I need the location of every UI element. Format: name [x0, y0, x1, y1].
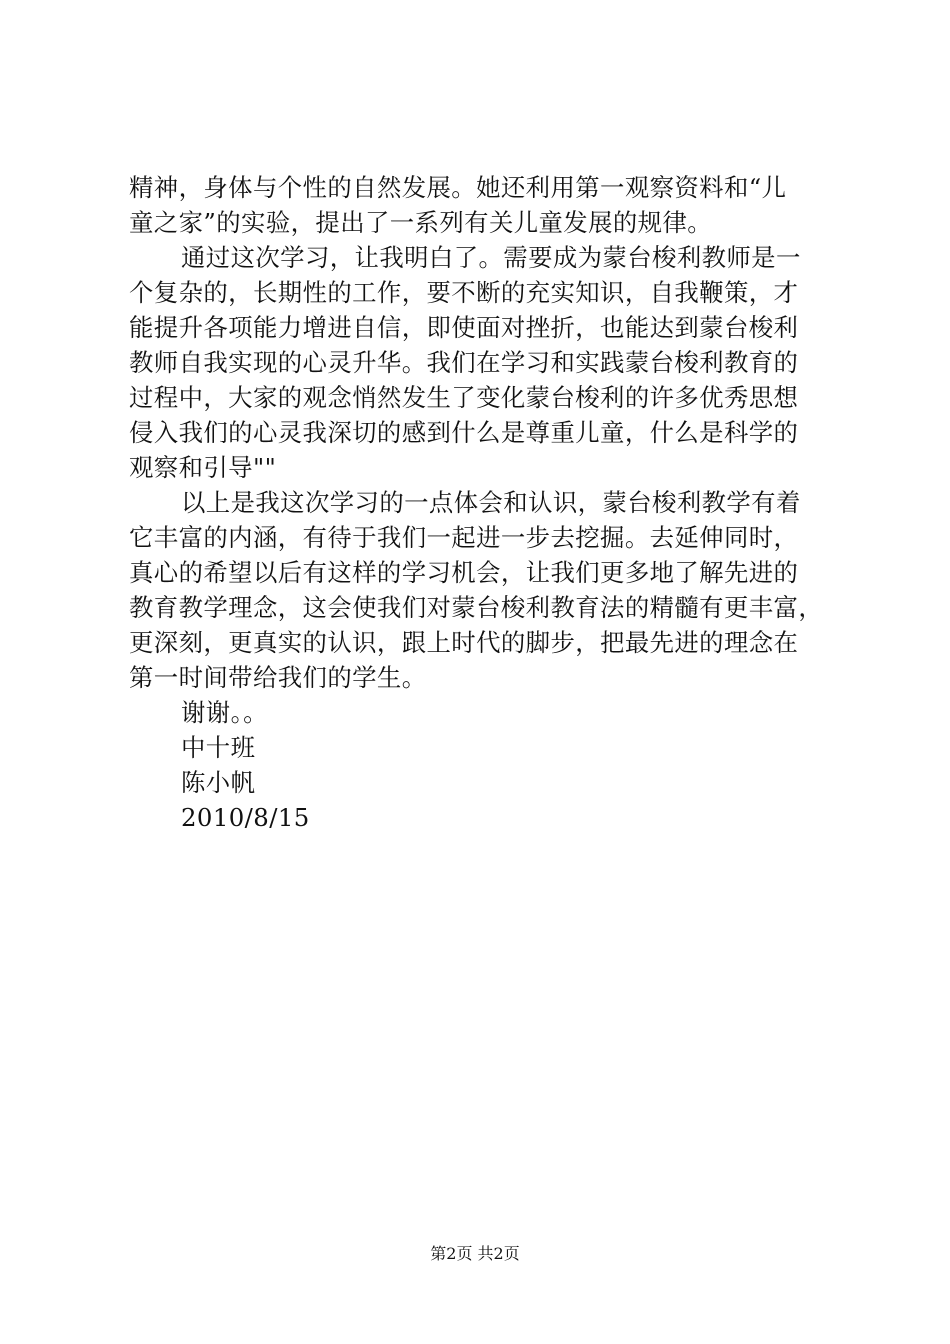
text-line: 能提升各项能力增进自信，即使面对挫折，也能达到蒙台梭利	[129, 313, 799, 342]
text-line: 过程中，大家的观念悄然发生了变化蒙台梭利的许多优秀思想	[129, 383, 799, 412]
signature-date: 2010/8/15	[181, 803, 310, 832]
text-line: 教师自我实现的心灵升华。我们在学习和实践蒙台梭利教育的	[129, 348, 799, 377]
text-line: 更深刻，更真实的认识，跟上时代的脚步，把最先进的理念在	[129, 628, 799, 657]
text-line: 侵入我们的心灵我深切的感到什么是尊重儿童，什么是科学的	[129, 418, 799, 447]
text-line: 童之家”的实验，提出了一系列有关儿童发展的规律。	[129, 208, 713, 237]
paragraph-start-line: 通过这次学习，让我明白了。需要成为蒙台梭利教师是一	[181, 243, 801, 272]
signature-class: 中十班	[181, 733, 256, 762]
signature-name: 陈小帆	[181, 768, 256, 797]
page-number-footer: 第2页 共2页	[430, 1244, 520, 1263]
text-line: 真心的希望以后有这样的学习机会，让我们更多地了解先进的	[129, 558, 799, 587]
document-body	[129, 170, 829, 835]
text-line: 观察和引导""	[129, 453, 277, 482]
text-line: 第一时间带给我们的学生。	[129, 663, 427, 692]
closing-thanks: 谢谢。。	[181, 698, 268, 727]
text-line: 它丰富的内涵，有待于我们一起进一步去挖掘。去延伸同时，	[129, 523, 799, 552]
text-line: 精神，身体与个性的自然发展。她还利用第一观察资料和“儿	[129, 173, 787, 202]
paragraph-start-line: 以上是我这次学习的一点体会和认识，蒙台梭利教学有着	[181, 488, 801, 517]
text-line: 教育教学理念，这会使我们对蒙台梭利教育法的精髓有更丰富，	[129, 593, 824, 622]
text-line: 个复杂的，长期性的工作，要不断的充实知识，自我鞭策，才	[129, 278, 799, 307]
